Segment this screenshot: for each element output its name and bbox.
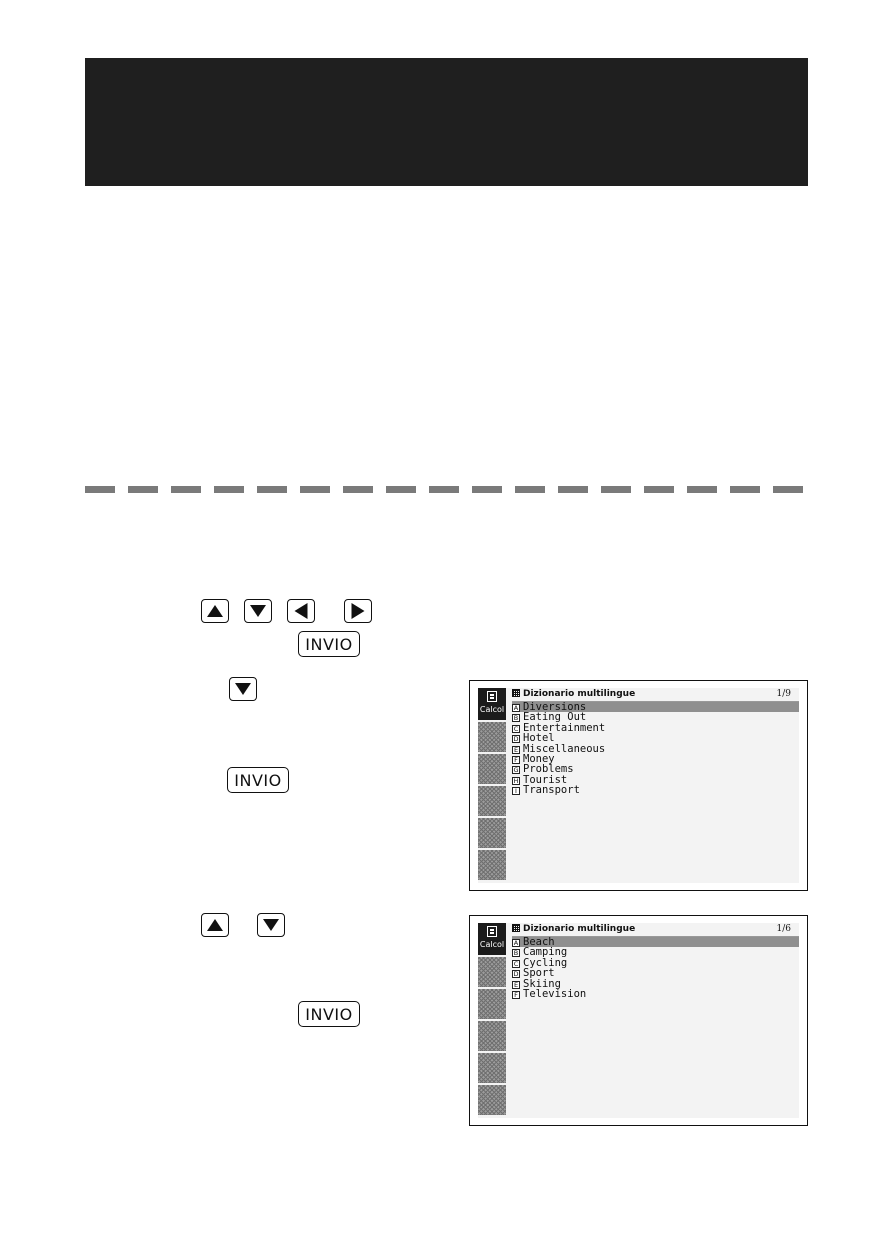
item-label: Transport <box>523 784 580 797</box>
item-letter-box: B <box>513 714 519 723</box>
item-label: Miscellaneous <box>523 742 606 755</box>
dash-segment <box>171 486 201 493</box>
down-arrow-key-icon <box>229 677 257 701</box>
item-letter-box: C <box>513 959 519 968</box>
list-item[interactable] <box>512 744 799 754</box>
calculator-tab[interactable] <box>478 923 506 955</box>
page-indicator: 1/6 <box>776 924 791 934</box>
item-label: Eating Out <box>523 711 587 724</box>
sidebar-tile <box>478 1053 506 1083</box>
down-arrow-key-icon <box>244 599 272 623</box>
item-letter-box: G <box>513 766 519 775</box>
calculator-icon <box>487 926 497 937</box>
lcd-title: Dizionario multilingue <box>523 924 636 934</box>
invio-key: INVIO <box>298 1001 360 1027</box>
dictionary-grid-icon <box>512 924 520 932</box>
dash-segment <box>128 486 158 493</box>
item-letter-box: I <box>512 787 520 795</box>
item-letter-box: A <box>513 704 519 712</box>
sidebar-tile <box>478 754 506 784</box>
list-item[interactable] <box>512 785 799 795</box>
item-letter-box: E <box>513 745 519 754</box>
dashed-separator <box>85 486 808 493</box>
item-label: Entertainment <box>523 721 606 734</box>
dash-segment <box>429 486 459 493</box>
item-letter-box: B <box>513 949 519 958</box>
title-band <box>85 58 808 186</box>
item-letter-box: D <box>513 735 519 744</box>
lcd-sidebar <box>478 688 506 883</box>
dash-segment <box>601 486 631 493</box>
dash-segment <box>300 486 330 493</box>
dash-segment <box>730 486 760 493</box>
category-list <box>512 702 799 796</box>
calculator-tab[interactable] <box>478 688 506 720</box>
dash-segment <box>773 486 803 493</box>
calculator-tab-label: Calcol <box>479 940 505 949</box>
subcategory-list <box>512 937 799 999</box>
item-letter-box: D <box>513 970 519 979</box>
item-letter-box: F <box>512 756 520 764</box>
dash-segment <box>257 486 287 493</box>
item-letter-box: C <box>513 724 519 733</box>
lcd-title: Dizionario multilingue <box>523 689 636 699</box>
invio-key: INVIO <box>227 767 289 793</box>
lcd-header <box>512 924 793 936</box>
dash-segment <box>644 486 674 493</box>
invio-key: INVIO <box>298 631 360 657</box>
left-arrow-key-icon <box>287 599 315 623</box>
item-letter-box: H <box>513 776 519 785</box>
up-arrow-key-icon <box>201 913 229 937</box>
item-label: Sport <box>523 967 555 980</box>
item-label: Tourist <box>523 773 568 786</box>
dash-segment <box>687 486 717 493</box>
sidebar-tile <box>478 1085 506 1115</box>
dash-segment <box>472 486 502 493</box>
item-label: Problems <box>523 763 574 776</box>
dictionary-grid-icon <box>512 689 520 697</box>
list-item[interactable] <box>512 958 799 968</box>
sidebar-tile <box>478 850 506 880</box>
right-arrow-key-icon <box>344 599 372 623</box>
item-letter-box: F <box>512 991 520 999</box>
dash-segment <box>515 486 545 493</box>
item-label: Beach <box>523 936 555 948</box>
list-item[interactable] <box>512 723 799 733</box>
dash-segment <box>214 486 244 493</box>
lcd-header <box>512 689 793 701</box>
dash-segment <box>85 486 115 493</box>
item-letter-box: A <box>513 939 519 947</box>
dash-segment <box>558 486 588 493</box>
sidebar-tile <box>478 957 506 987</box>
lcd-sidebar <box>478 923 506 1118</box>
item-label: Cycling <box>523 956 568 969</box>
sidebar-tile <box>478 722 506 752</box>
lcd-screen-subcategories <box>469 915 808 1126</box>
dash-segment <box>386 486 416 493</box>
sidebar-tile <box>478 989 506 1019</box>
item-label: Diversions <box>523 701 587 713</box>
item-letter-box: E <box>513 980 519 989</box>
lcd-screen-categories <box>469 680 808 891</box>
item-label: Hotel <box>523 732 555 745</box>
list-item[interactable] <box>512 989 799 999</box>
calculator-tab-label: Calcol <box>479 705 505 714</box>
calculator-icon <box>487 691 497 702</box>
sidebar-tile <box>478 1021 506 1051</box>
sidebar-tile <box>478 818 506 848</box>
item-label: Skiing <box>523 977 561 990</box>
item-label: Money <box>523 752 555 765</box>
down-arrow-key-icon <box>257 913 285 937</box>
sidebar-tile <box>478 786 506 816</box>
up-arrow-key-icon <box>201 599 229 623</box>
item-label: Television <box>523 987 587 1000</box>
item-label: Camping <box>523 946 568 959</box>
dash-segment <box>343 486 373 493</box>
page-indicator: 1/9 <box>776 689 791 699</box>
